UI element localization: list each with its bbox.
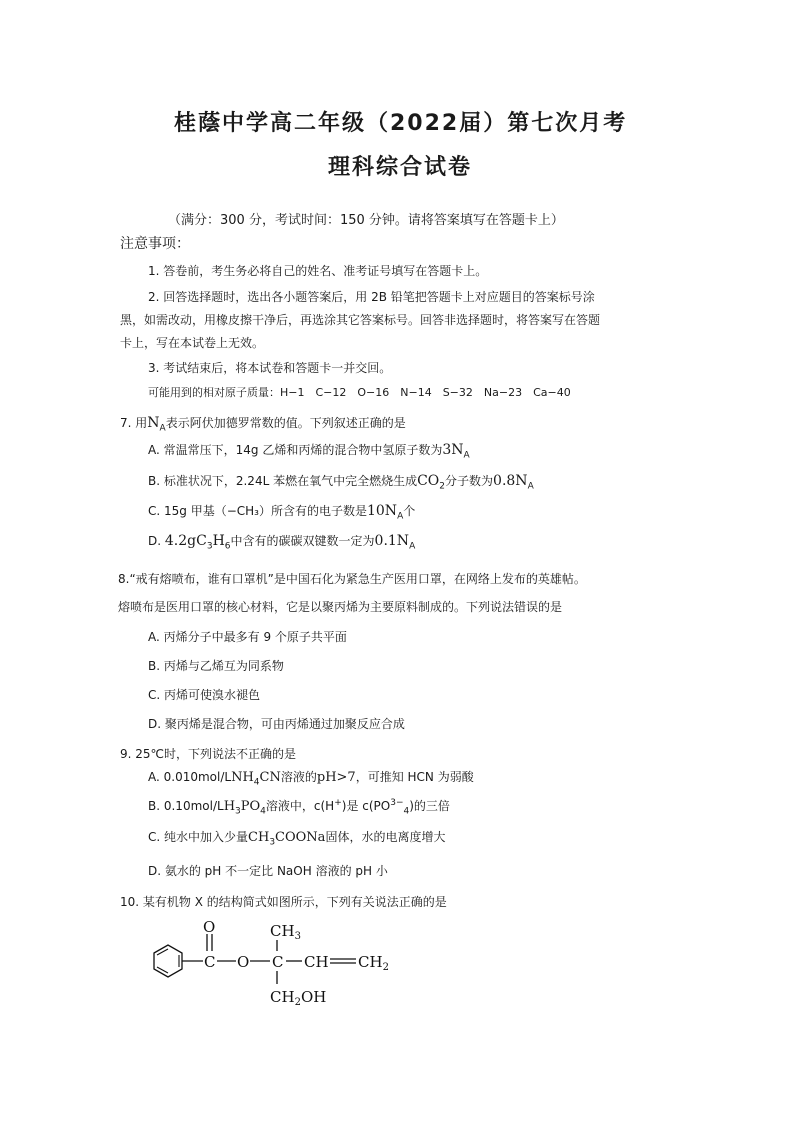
q8-stem-line-2: 熔喷布是医用口罩的核心材料，它是以聚丙烯为主要原料制成的。下列说法错误的是 — [118, 600, 563, 614]
exam-info: （满分：300 分，考试时间：150 分钟。请将答案填写在答题卡上） — [168, 213, 564, 228]
q7-option-a: A. 常温常压下，14g 乙烯和丙烯的混合物中氢原子数为$3N_A$ — [148, 442, 470, 461]
q7-option-b: B. 标准状况下，2.24L 苯燃在氧气中完全燃烧生成$CO_2$分子数为$0.8N_A$ — [148, 473, 534, 492]
q8-stem-line-1: 8.“戒有熔喷布，谁有口罩机”是中国石化为紧急生产医用口罩，在网络上发布的英雄帖。 — [118, 572, 586, 586]
q8-option-d: D. 聚丙烯是混合物，可由丙烯通过加聚反应合成 — [148, 717, 405, 731]
q7-stem: 7. 用$N_A$表示阿伏加德罗常数的值。下列叙述正确的是 — [120, 415, 406, 434]
structural-formula-diagram — [140, 918, 400, 1018]
q9-option-a: A. $0.010mol/LNH_4CN$溶液的pH>7，可推知 HCN 为弱酸 — [148, 770, 474, 788]
quaternary-carbon: C — [272, 953, 284, 971]
q8-option-b: B. 丙烯与乙烯互为同系物 — [148, 659, 284, 673]
q9-option-c: C. 纯水中加入少量$CH_3COONa$固体，水的电离度增大 — [148, 830, 446, 848]
note-2-line-2: 黑，如需改动，用橡皮擦干净后，再选涂其它答案标号。回答非选择题时，将答案写在答题 — [120, 313, 601, 327]
q8-option-c: C. 丙烯可使溴水褪色 — [148, 688, 261, 702]
vinyl-ch2: $CH_2$ — [358, 953, 389, 973]
vinyl-ch: CH — [304, 953, 329, 971]
q9-option-d: D. 氨水的 pH 不一定比 NaOH 溶液的 pH 小 — [148, 864, 388, 878]
q9-option-b: B. $0.10mol/LH_3PO_4$溶液中，c(H+)是 $c(PO^{3-}_4)$的三倍 — [148, 798, 450, 817]
note-1: 1. 答卷前，考生务必将自己的姓名、准考证号填写在答题卡上。 — [148, 264, 488, 278]
page-title: 桂蔭中学高二年级（2022届）第七次月考 — [174, 111, 628, 136]
benzene-ring — [154, 945, 182, 977]
methyl-group: $CH_3$ — [270, 922, 301, 942]
note-2-line-1: 2. 回答选择题时，选出各小题答案后，用 2B 铅笔把答题卡上对应题目的答案标号涂 — [148, 290, 595, 304]
hydroxymethyl-group: $CH_2OH$ — [270, 988, 327, 1008]
q9-stem: 9. 25℃时，下列说法不正确的是 — [120, 747, 297, 761]
q7-option-c: C. 15g 甲基（−CH₃）所含有的电子数是$10N_A$个 — [148, 503, 416, 522]
page-subtitle: 理科综合试卷 — [328, 155, 473, 180]
notes-heading: 注意事项： — [120, 236, 190, 252]
q7-option-d: D. $4.2gC_3H_6$中含有的碳碳双键数一定为$0.1N_A$ — [148, 533, 416, 552]
note-3: 3. 考试结束后，将本试卷和答题卡一并交回。 — [148, 361, 392, 375]
note-2-line-3: 卡上，写在本试卷上无效。 — [120, 336, 265, 350]
q10-stem: 10. 某有机物 X 的结构简式如图所示，下列有关说法正确的是 — [120, 895, 447, 909]
carbonyl-carbon: C — [204, 953, 216, 971]
q8-option-a: A. 丙烯分子中最多有 9 个原子共平面 — [148, 630, 347, 644]
atomic-masses: 可能用到的相对原子质量：H−1 C−12 O−16 N−14 S−32 Na−23 Ca−40 — [148, 386, 571, 399]
carbonyl-oxygen: O — [203, 918, 216, 936]
ester-oxygen: O — [237, 953, 250, 971]
